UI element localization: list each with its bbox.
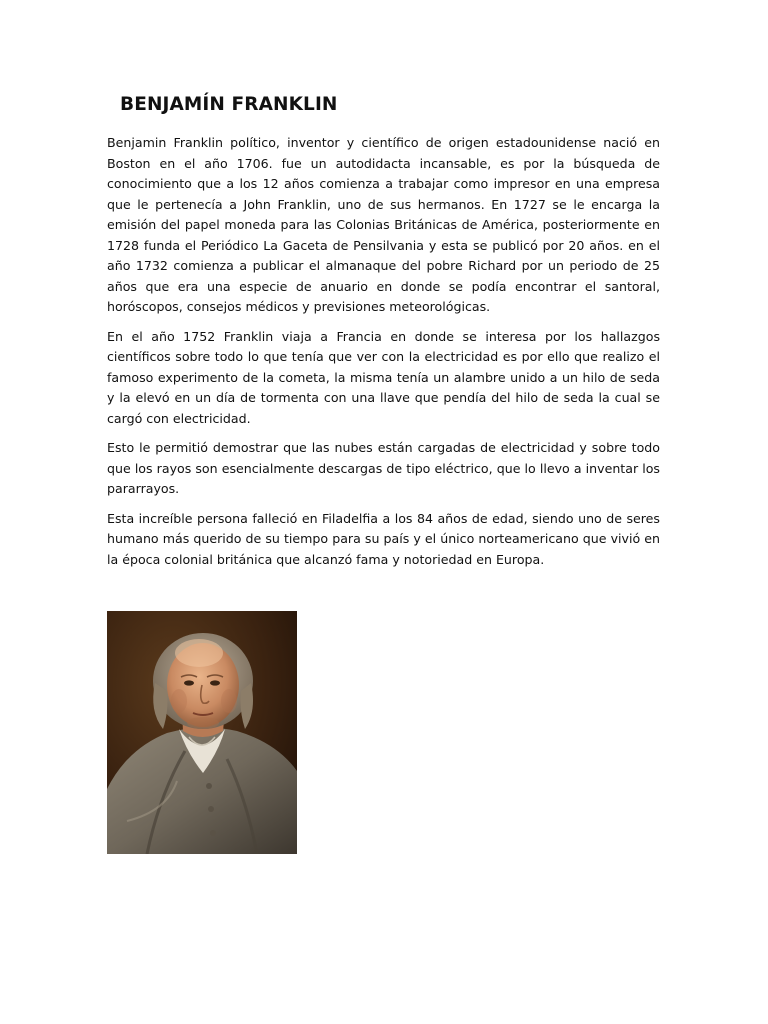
paragraph-3: Esto le permitió demostrar que las nubes están cargadas de electricidad y sobre todo que los rayos son esencialmente descargas de tipo eléctrico, que lo llevo a inventar los pararrayos.	[107, 440, 660, 496]
paragraph-2: En el año 1752 Franklin viaja a Francia en donde se interesa por los hallazgos científicos sobre todo lo que tenía que ver con la electricidad es por ello que realizo el famoso experimento de la cometa, la misma tenía un alambre unido a un hilo de seda y la elevó en un día de tormenta con una llave que pendía del hilo de seda la cual se cargó con electricidad.	[107, 328, 660, 426]
body-text	[107, 133, 660, 579]
paragraph-1: Benjamin Franklin político, inventor y científico de origen estadounidense nació en Boston en el año 1706. fue un autodidacta incansable, es por la búsqueda de conocimiento que a los 12 años comienza a trabajar como impresor en una empresa que le pertenecía a John Franklin, uno de sus hermanos. En 1727 se le encarga la emisión del papel moneda para las Colonias Británicas de América, posteriormente en 1728 funda el Periódico La Gaceta de Pensilvania y esta se publicó por 20 años. en el año 1732 comienza a publicar el almanaque del pobre Richard por un periodo de 25 años que era una especie de anuario en donde se podía encontrar el santoral, horóscopos, consejos médicos y previsiones meteorológicas.	[107, 135, 660, 314]
portrait-illustration	[107, 611, 297, 854]
portrait-image	[107, 611, 297, 854]
paragraph-4: Esta increíble persona falleció en Filadelfia a los 84 años de edad, siendo uno de seres humano más querido de su tiempo para su país y el único norteamericano que vivió en la época colonial británica que alcanzó fama y notoriedad en Europa.	[107, 510, 660, 567]
page-title: BENJAMÍN FRANKLIN	[120, 94, 338, 115]
